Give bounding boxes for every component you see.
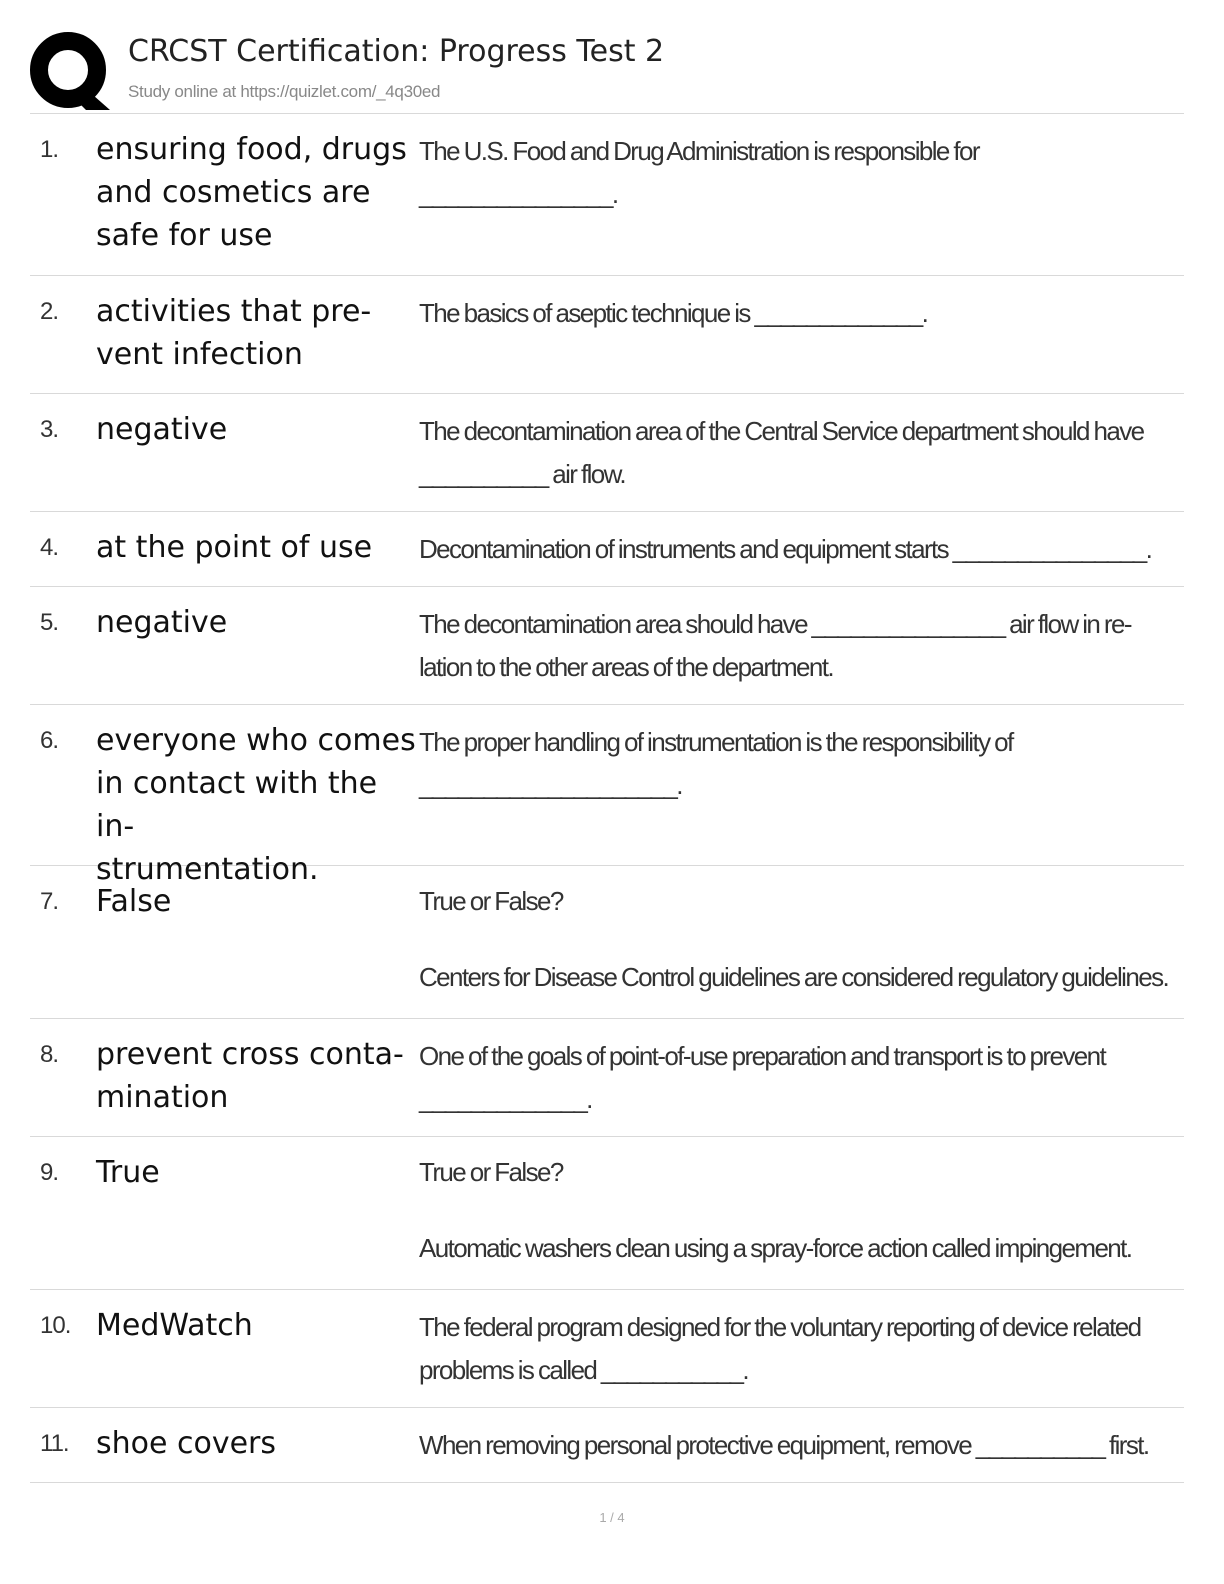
quizlet-logo-icon	[30, 30, 112, 112]
card-number: 4.	[40, 534, 59, 561]
card-term: negative	[96, 605, 228, 640]
card-number: 8.	[40, 1041, 59, 1068]
card-term: MedWatch	[96, 1308, 253, 1343]
card-number: 6.	[40, 727, 59, 754]
page-number: 1 / 4	[599, 1510, 625, 1525]
card-term: ensuring food, drugs and cosmetics are safe for use	[96, 132, 407, 253]
card-term: at the point of use	[96, 530, 373, 565]
card-definition: The decontamination area should have _______________ air flow in re- lation to the other areas of the department.	[419, 609, 1131, 682]
card-definition: When removing personal protective equipment, remove __________ first.	[419, 1430, 1149, 1460]
table-row	[30, 512, 1184, 587]
card-definition: The proper handling of instrumentation is the responsibility of ____________________.	[419, 727, 1013, 800]
card-definition: The basics of aseptic technique is _____________.	[419, 298, 928, 328]
card-number: 5.	[40, 609, 59, 636]
study-online-link[interactable]: Study online at https://quizlet.com/_4q30ed	[128, 82, 441, 101]
card-definition: True or False? Automatic washers clean using a spray-force action called impingement.	[419, 1157, 1132, 1263]
card-term: activities that pre- vent infection	[96, 294, 372, 372]
card-number: 11.	[40, 1430, 69, 1457]
flashcard-list	[30, 114, 1184, 1483]
card-definition: One of the goals of point-of-use preparation and transport is to prevent _____________.	[419, 1041, 1106, 1114]
card-definition: Decontamination of instruments and equipment starts _______________.	[419, 534, 1152, 564]
card-number: 1.	[40, 136, 59, 163]
page-title: CRCST Certification: Progress Test 2	[128, 34, 665, 69]
table-row	[30, 587, 1184, 705]
card-term: True	[96, 1155, 160, 1190]
card-definition: The U.S. Food and Drug Administration is responsible for _______________.	[419, 136, 979, 209]
table-row	[30, 1408, 1184, 1483]
card-term: prevent cross conta- mination	[96, 1037, 404, 1115]
table-row	[30, 705, 1184, 887]
card-term: shoe covers	[96, 1426, 277, 1461]
card-number: 3.	[40, 416, 59, 443]
card-term: negative	[96, 412, 228, 447]
table-row	[30, 1290, 1184, 1408]
card-term: False	[96, 884, 172, 919]
card-number: 10.	[40, 1312, 71, 1339]
table-row	[30, 1019, 1184, 1137]
page-header	[30, 30, 1190, 110]
table-row	[30, 114, 1184, 276]
card-definition: The federal program designed for the voluntary reporting of device related problems is called ___________.	[419, 1312, 1141, 1385]
table-row	[30, 1137, 1184, 1290]
table-row	[30, 276, 1184, 394]
card-definition: True or False? Centers for Disease Control guidelines are considered regulatory guidelines.	[419, 886, 1169, 992]
card-number: 2.	[40, 298, 59, 325]
table-row	[30, 394, 1184, 512]
card-term: everyone who comes in contact with the in- strumentation.	[96, 723, 416, 887]
card-definition: The decontamination area of the Central Service department should have __________ air flow.	[419, 416, 1144, 489]
table-row	[30, 866, 1184, 1019]
card-number: 9.	[40, 1159, 59, 1186]
card-number: 7.	[40, 888, 59, 915]
